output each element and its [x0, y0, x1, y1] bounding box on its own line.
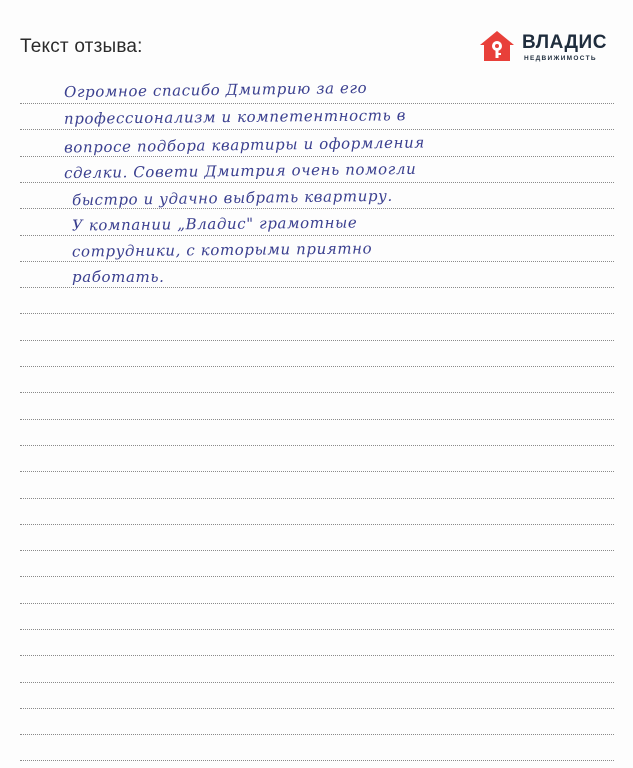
review-line: Огромное спасибо Дмитрию за его [63, 78, 368, 102]
review-line: профессионализм и компетентность в [63, 106, 407, 128]
review-line: У компании „Владис" грамотные [71, 213, 358, 235]
review-line: сделки. Совети Дмитрия очень помогли [63, 159, 417, 183]
logo-subtitle: НЕДВИЖИМОСТЬ [524, 55, 597, 62]
review-line: сотрудники, с которыми приятно [71, 239, 373, 261]
review-line: быстро и удачно выбрать квартиру. [71, 186, 393, 210]
review-line: работать. [72, 268, 165, 286]
logo-name: ВЛАДИС [522, 32, 607, 53]
review-line: вопросе подбора квартиры и оформления [63, 133, 425, 157]
form-heading: Текст отзыва: [20, 36, 143, 57]
